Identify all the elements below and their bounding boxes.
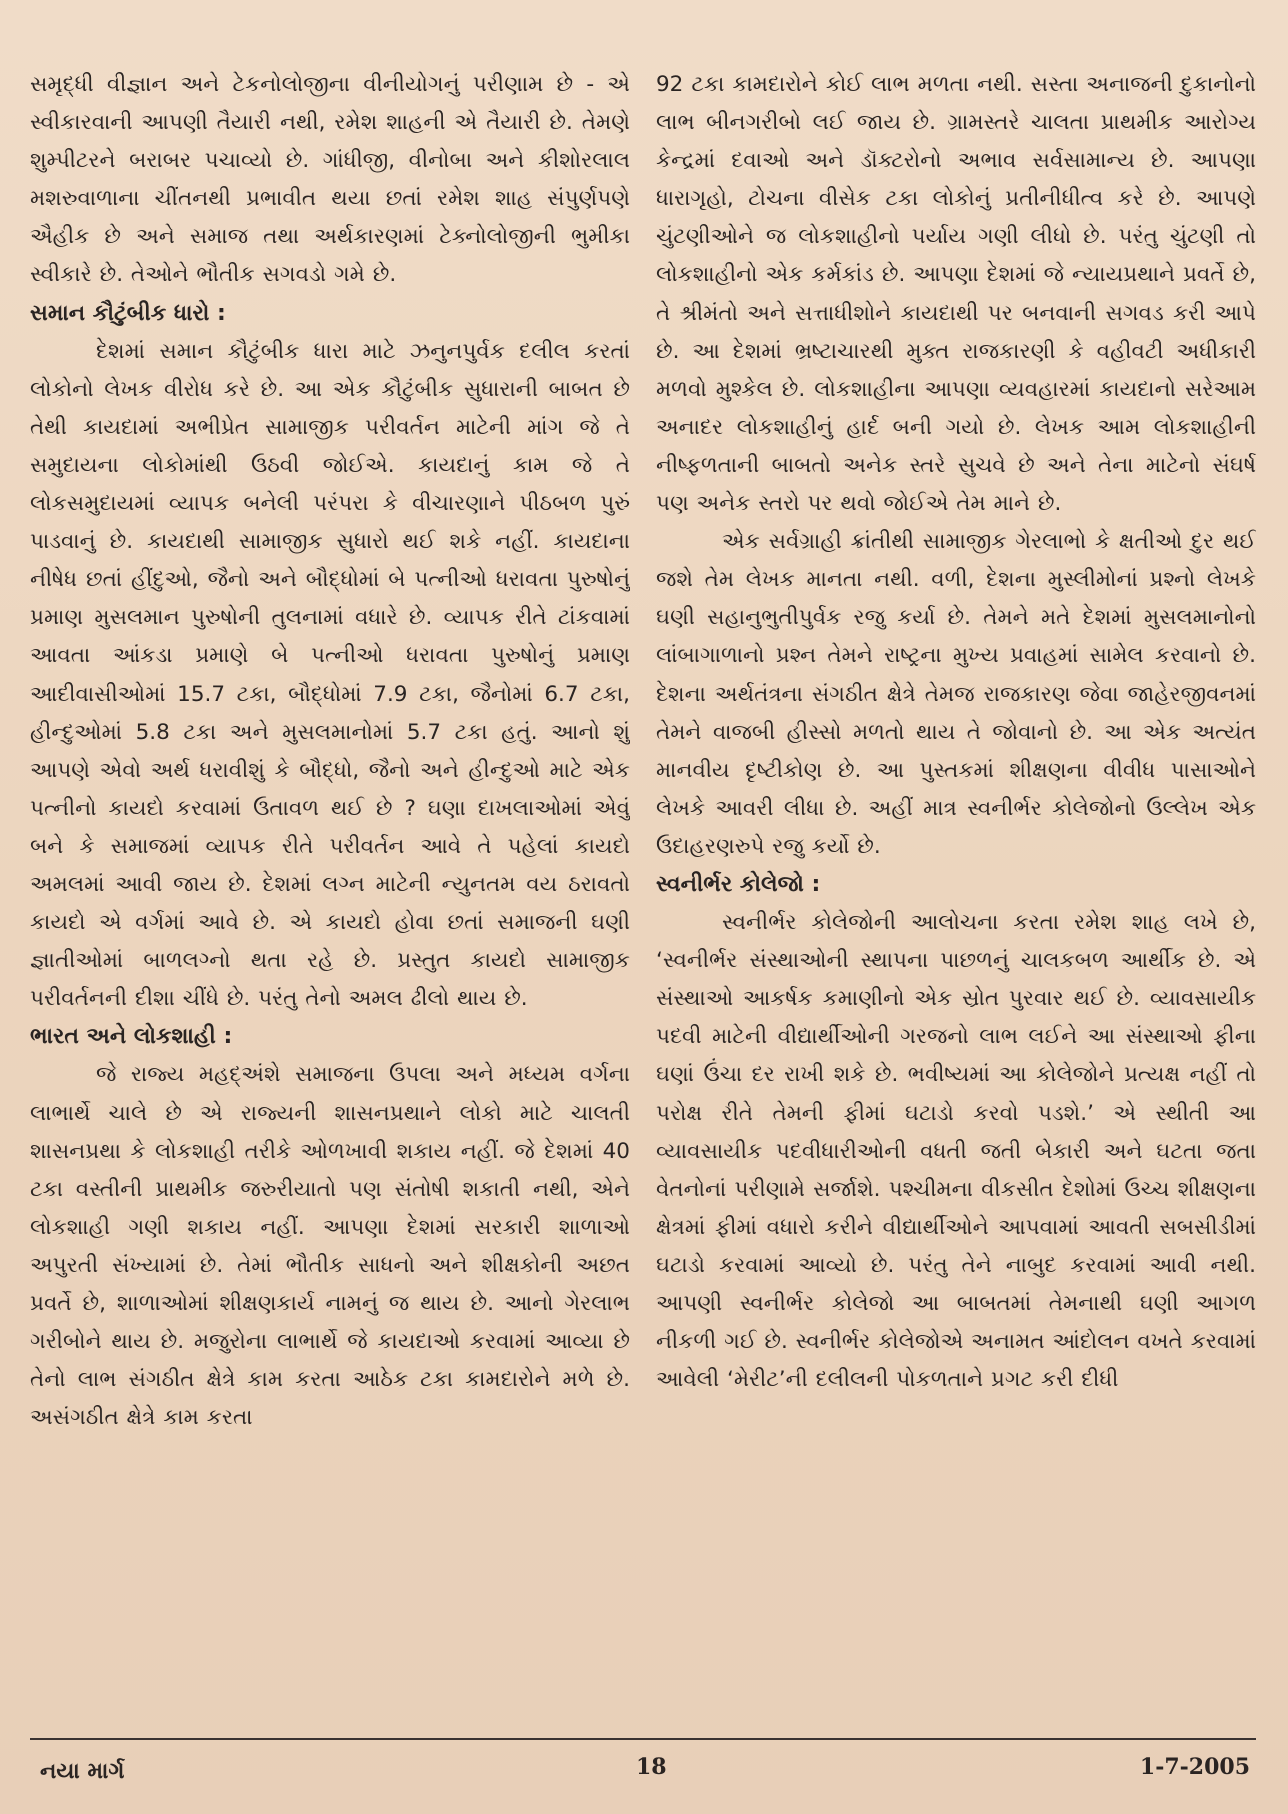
paragraph: સ્વનીર્ભર કોલેજોની આલોચના કરતા રમેશ શાહ લખે છે, ‘સ્વનીર્ભર સંસ્થાઓની સ્થાપના પાછળનું ચાલકબળ આર્થીક છે. એ સંસ્થાઓ આકર્ષક કમાણીનો એક સ્રોત પુરવાર થઈ છે. વ્યાવસાયીક પદવી માટેની વીદ્યાર્થીઓની ગરજનો લાભ લઈને આ સંસ્થાઓ ફીના ઘણાં ઉંચા દર રાખી શકે છે. ભવીષ્યમાં આ કોલેજોને પ્રત્યક્ષ નહીં તો પરોક્ષ રીતે તેમની ફીમાં ઘટાડો કરવો પડશે.’ એ સ્થીતી આ વ્યાવસાયીક પદવીધારીઓની વધતી જતી બેકારી અને ઘટતા જતા વેતનોનાં પરીણામે સર્જાશે. પશ્ચીમના વીકસીત દેશોમાં ઉચ્ચ શીક્ષણના ક્ષેત્રમાં ફીમાં વધારો કરીને વીદ્યાર્થીઓને આપવામાં આવતી સબસીડીમાં ઘટાડો કરવામાં આવ્યો છે. પરંતુ તેને નાબુદ કરવામાં આવી નથી. આપણી સ્વનીર્ભર કોલેજો આ બાબતમાં તેમનાથી ઘણી આગળ નીકળી ગઈ છે. સ્વનીર્ભર કોલેજોએ અનામત આંદોલન વખતે કરવામાં આવેલી ‘મેરીટ’ની દલીલની પોકળતાને પ્રગટ કરી દીધી — [656, 910, 1256, 1393]
right-column — [656, 66, 1256, 1726]
paragraph: જે રાજ્ય મહદ્અંશે સમાજના ઉપલા અને મધ્યમ વર્ગના લાભાર્થે ચાલે છે એ રાજ્યની શાસનપ્રથાને લોકો માટે ચાલતી શાસનપ્રથા કે લોકશાહી તરીકે ઓળખાવી શકાય નહીં. જે દેશમાં 40 ટકા વસ્તીની પ્રાથમીક જરુરીયાતો પણ સંતોષી શકાતી નથી, એને લોકશાહી ગણી શકાય નહીં. આપણા દેશમાં સરકારી શાળાઓ અપુરતી સંખ્યામાં છે. તેમાં ભૌતીક સાધનો અને શીક્ષકોની અછત પ્રવર્તે છે, શાળાઓમાં શીક્ષણકાર્ય નામનું જ થાય છે. આનો ગેરલાભ ગરીબોને થાય છે. મજુરોના લાભાર્થે જે કાયદાઓ કરવામાં આવ્યા છે તેનો લાભ સંગઠીત ક્ષેત્રે કામ કરતા આઠેક ટકા કામદારોને મળે છે. અસંગઠીત ક્ષેત્રે કામ કરતા — [30, 1062, 630, 1431]
issue-date: 1-7-2005 — [1139, 1754, 1250, 1780]
paragraph: દેશમાં સમાન કૌટુંબીક ધારા માટે ઝનુનપુર્વક દલીલ કરતાં લોકોનો લેખક વીરોધ કરે છે. આ એક કૌટુંબીક સુધારાની બાબત છે તેથી કાયદામાં અભીપ્રેત સામાજીક પરીવર્તન માટેની માંગ જે તે સમુદાયના લોકોમાંથી ઉઠવી જોઈએ. કાયદાનું કામ જે તે લોકસમુદાયમાં વ્યાપક બનેલી પરંપરા કે વીચારણાને પીઠબળ પુરું પાડવાનું છે. કાયદાથી સામાજીક સુધારો થઈ શકે નહીં. કાયદાના નીષેધ છતાં હીંદુઓ, જૈનો અને બૌદ્ધોમાં બે પત્નીઓ ધરાવતા પુરુષોનું પ્રમાણ મુસલમાન પુરુષોની તુલનામાં વધારે છે. વ્યાપક રીતે ટાંકવામાં આવતા આંકડા પ્રમાણે બે પત્નીઓ ધરાવતા પુરુષોનું પ્રમાણ આદીવાસીઓમાં 15.7 ટકા, બૌદ્ધોમાં 7.9 ટકા, જૈનોમાં 6.7 ટકા, હીન્દુઓમાં 5.8 ટકા અને મુસલમાનોમાં 5.7 ટકા હતું. આનો શું આપણે એવો અર્થ ધરાવીશું કે બૌદ્ધો, જૈનો અને હીન્દુઓ માટે એક પત્નીનો કાયદો કરવામાં ઉતાવળ થઈ છે ? ઘણા દાખલાઓમાં એવું બને કે સમાજમાં વ્યાપક રીતે પરીવર્તન આવે તે પહેલાં કાયદો અમલમાં આવી જાય છે. દેશમાં લગ્ન માટેની ન્યુનતમ વય ઠરાવતો કાયદો એ વર્ગમાં આવે છે. એ કાયદો હોવા છતાં સમાજની ઘણી જ્ઞાતીઓમાં બાળલગ્નો થતા રહે છે. પ્રસ્તુત કાયદો સામાજીક પરીવર્તનની દીશા ચીંધે છે. પરંતુ તેનો અમલ ઢીલો થાય છે. — [30, 338, 630, 1012]
page-footer — [30, 1752, 1256, 1792]
page-number: 18 — [636, 1754, 667, 1780]
section-heading: સ્વનીર્ભર કોલેજો : — [656, 871, 821, 897]
paragraph: 92 ટકા કામદારોને કોઈ લાભ મળતા નથી. સસ્તા અનાજની દુકાનોનો લાભ બીનગરીબો લઈ જાય છે. ગ્રામસ્તરે ચાલતા પ્રાથમીક આરોગ્ય કેન્દ્રમાં દવાઓ અને ડૉક્ટરોનો અભાવ સર્વસામાન્ય છે. આપણા ધારાગૃહો, ટોચના વીસેક ટકા લોકોનું પ્રતીનીધીત્વ કરે છે. આપણે ચુંટણીઓને જ લોકશાહીનો પર્યાય ગણી લીધો છે. પરંતુ ચુંટણી તો લોકશાહીનો એક કર્મકાંડ છે. આપણા દેશમાં જે ન્યાયપ્રથાને પ્રવર્તે છે, તે શ્રીમંતો અને સત્તાધીશોને કાયદાથી પર બનવાની સગવડ કરી આપે છે. આ દેશમાં ભ્રષ્ટાચારથી મુક્ત રાજકારણી કે વહીવટી અધીકારી મળવો મુશ્કેલ છે. લોકશાહીના આપણા વ્યવહારમાં કાયદાનો સરેઆમ અનાદર લોકશાહીનું હાર્દ બની ગયો છે. લેખક આમ લોકશાહીની નીષ્ફળતાની બાબતો અનેક સ્તરે સુચવે છે અને તેના માટેનો સંઘર્ષ પણ અનેક સ્તરો પર થવો જોઈએ તેમ માને છે. — [656, 72, 1256, 517]
paragraph: સમૃદ્ધી વીજ્ઞાન અને ટેકનોલોજીના વીનીયોગનું પરીણામ છે - એ સ્વીકારવાની આપણી તૈયારી નથી, રમેશ શાહની એ તૈયારી છે. તેમણે શુમ્પીટરને બરાબર પચાવ્યો છે. ગાંધીજી, વીનોબા અને કીશોરલાલ મશરુવાળાના ચીંતનથી પ્રભાવીત થયા છતાં રમેશ શાહ સંપુર્ણપણે ઐહીક છે અને સમાજ તથા અર્થકારણમાં ટેક્નોલોજીની ભુમીકા સ્વીકારે છે. તેઓને ભૌતીક સગવડો ગમે છે. — [30, 72, 630, 288]
footer-divider — [30, 1738, 1256, 1740]
left-column — [30, 66, 630, 1726]
paragraph: એક સર્વગ્રાહી ક્રાંતીથી સામાજીક ગેરલાભો કે ક્ષતીઓ દુર થઈ જશે તેમ લેખક માનતા નથી. વળી, દેશના મુસ્લીમોનાં પ્રશ્નો લેખકે ઘણી સહાનુભુતીપુર્વક રજુ કર્યા છે. તેમને મતે દેશમાં મુસલમાનોનો લાંબાગાળાનો પ્રશ્ન તેમને રાષ્ટ્રના મુખ્ય પ્રવાહમાં સામેલ કરવાનો છે. દેશના અર્થતંત્રના સંગઠીત ક્ષેત્રે તેમજ રાજકારણ જેવા જાહેરજીવનમાં તેમને વાજબી હીસ્સો મળતો થાય તે જોવાનો છે. આ એક અત્યંત માનવીય દૃષ્ટીકોણ છે. આ પુસ્તકમાં શીક્ષણના વીવીધ પાસાઓને લેખકે આવરી લીધા છે. અહીં માત્ર સ્વનીર્ભર કોલેજોનો ઉલ્લેખ એક ઉદાહરણરુપે રજુ કર્યો છે. — [656, 529, 1256, 859]
article-body — [30, 66, 1256, 1726]
publication-name: નયા માર્ગ — [40, 1758, 125, 1784]
section-heading: સમાન કૌટુંબીક ધારો : — [30, 300, 226, 326]
section-heading: ભારત અને લોકશાહી : — [30, 1024, 233, 1050]
